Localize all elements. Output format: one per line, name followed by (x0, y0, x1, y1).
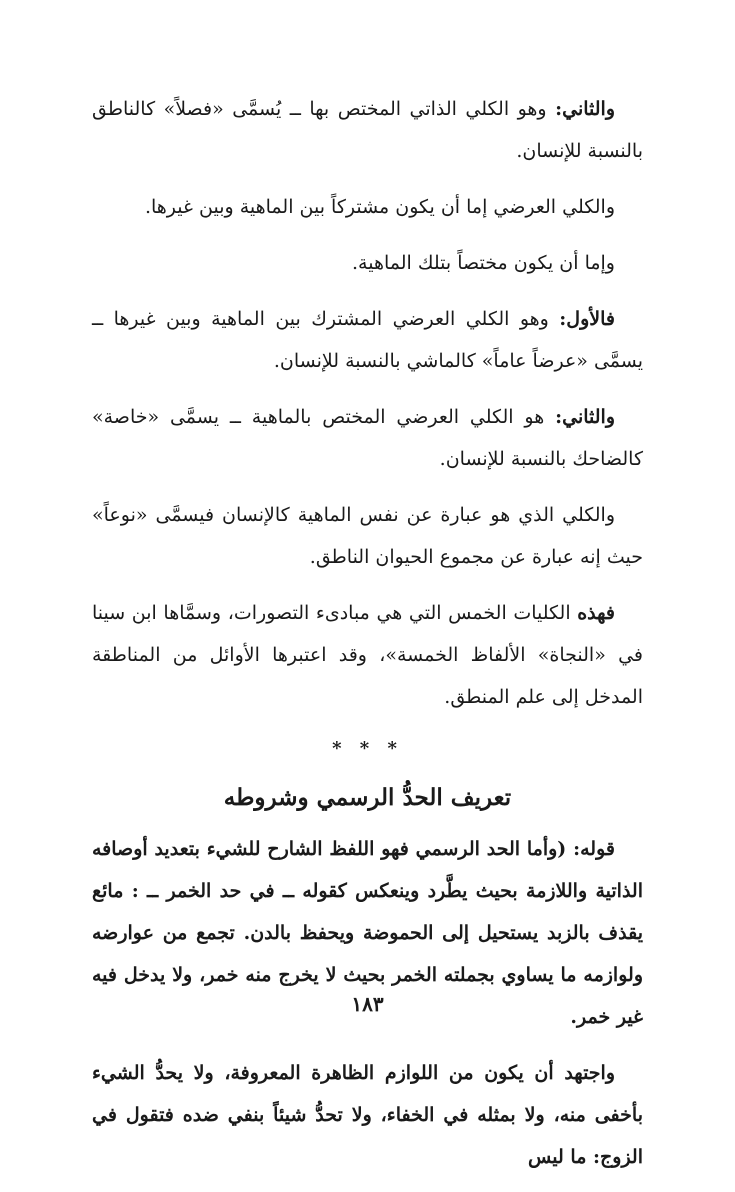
paragraph-kulliyat (92, 592, 643, 718)
paragraph-text: وهو الكلي الذاتي المختص بها ــ يُسمَّى «فصلاً» كالناطق بالنسبة للإنسان. (92, 98, 643, 162)
paragraph-lead: والثاني: (555, 406, 615, 428)
paragraph-text: هو الكلي العرضي المختص بالماهية ــ يسمَّى «خاصة» كالضاحك بالنسبة للإنسان. (92, 406, 643, 470)
page-body (92, 88, 643, 1192)
paragraph-naw (92, 494, 643, 578)
paragraph-fasl (92, 88, 643, 172)
paragraph-khassa (92, 396, 643, 480)
paragraph-text: والكلي العرضي إما أن يكون مشتركاً بين الماهية وبين غيرها. (144, 196, 615, 218)
final-paragraph: واجتهد أن يكون من اللوازم الظاهرة المعروفة، ولا يحدُّ الشيء بأخفى منه، ولا بمثله في الخفاء، ولا تحدُّ شيئاً بنفي ضده فتقول في الزوج: ما ليس (92, 1062, 643, 1168)
section-heading: تعريف الحدُّ الرسمي وشروطه (223, 784, 512, 811)
quote-paragraph: قوله: (وأما الحد الرسمي فهو اللفظ الشارح للشيء بتعديد أوصافه الذاتية واللازمة بحيث يطَّرد وينعكس كقوله ــ في حد الخمر ــ : مائع يقذف بالزبد يستحيل إلى الحموضة ويحفظ بالدن. تجمع من عوارضه ولوازمه ما يساوي بجملته الخمر بحيث لا يخرج منه خمر، ولا يدخل فيه غير خمر. (92, 838, 643, 1028)
section-separator: * * * (332, 738, 403, 759)
paragraph-text: الكليات الخمس التي هي مبادىء التصورات، وسمَّاها ابن سينا في «النجاة» الألفاظ الخمسة»، وقد اعتبرها الأوائل من المناطقة المدخل إلى علم المنطق. (92, 602, 643, 708)
paragraph-text: وهو الكلي العرضي المشترك بين الماهية وبين غيرها ــ يسمَّى «عرضاً عاماً» كالماشي بالنسبة للإنسان. (92, 308, 643, 372)
paragraph-text: والكلي الذي هو عبارة عن نفس الماهية كالإنسان فيسمَّى «نوعاً» حيث إنه عبارة عن مجموع الحيوان الناطق. (92, 504, 643, 568)
paragraph-mukhtas (92, 242, 643, 284)
paragraph-text: وإما أن يكون مختصاً بتلك الماهية. (352, 252, 615, 274)
page-number: ١٨٣ (351, 992, 384, 1016)
paragraph-lead: فهذه (577, 602, 615, 624)
paragraph-lead: فالأول: (559, 308, 615, 330)
paragraph-lead: والثاني: (555, 98, 615, 120)
paragraph-aradi (92, 186, 643, 228)
paragraph-arad-aam (92, 298, 643, 382)
